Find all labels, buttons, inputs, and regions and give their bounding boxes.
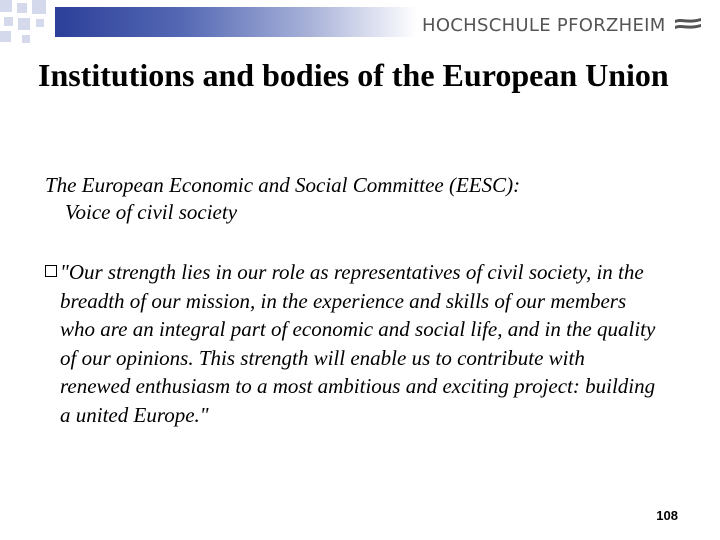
bullet-text-line-1: The European Economic and Social Committee (EESC): <box>45 173 521 197</box>
pforzheim-wave-logo-icon <box>674 16 702 34</box>
hollow-square-bullet-icon <box>45 265 57 277</box>
bullet-text-line-2: Voice of civil society <box>65 200 238 224</box>
header-gradient-bar <box>55 7 417 37</box>
eesc-quote: "Our strength lies in our role as representatives of civil society, in the breadth of our mission, in the experience and skills of our members who are an integral part of economic and social life, and in the quality of our opinions. This strength will enable us to contribute with renewed enthusiasm to a most ambitious and exciting project: building a united Europe." <box>60 260 656 427</box>
quote-bullet <box>45 258 665 429</box>
corner-decoration <box>0 0 60 50</box>
university-logo <box>422 12 702 38</box>
slide-title: Institutions and bodies of the European Union <box>38 57 669 93</box>
logo-text: HOCHSCHULE PFORZHEIM <box>422 14 666 36</box>
main-bullet <box>45 172 665 226</box>
page-number: 108 <box>656 508 678 523</box>
